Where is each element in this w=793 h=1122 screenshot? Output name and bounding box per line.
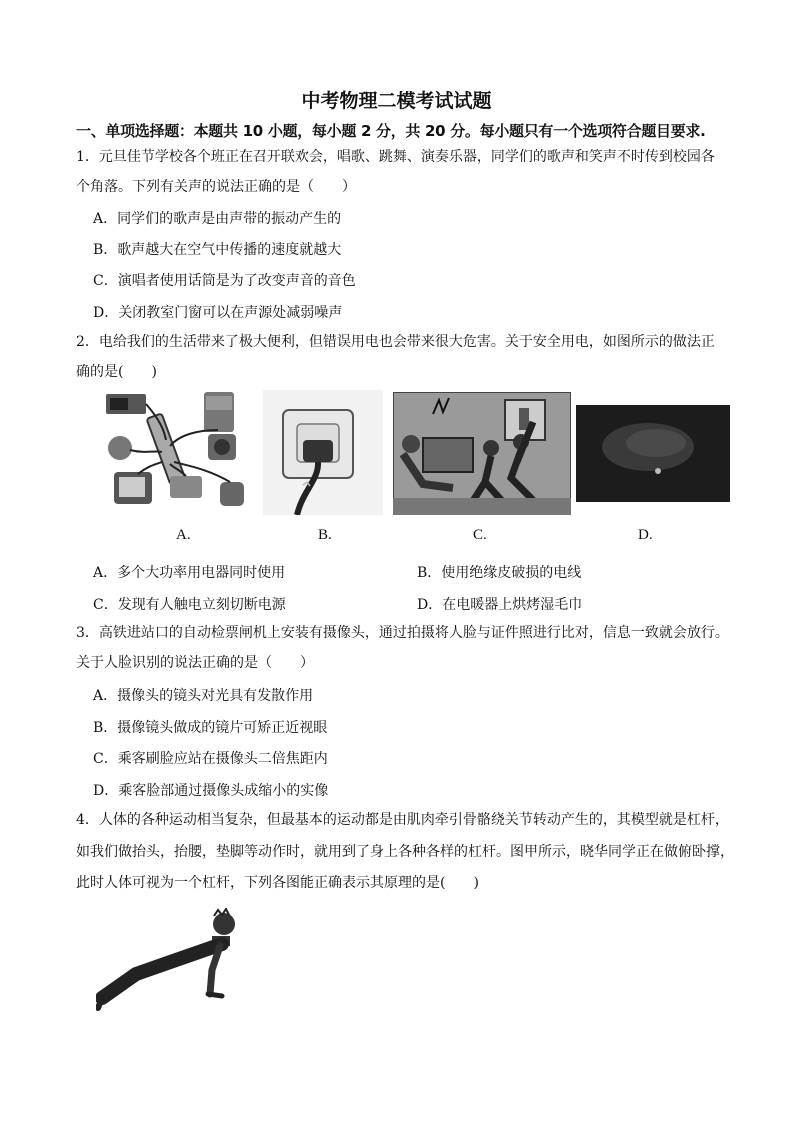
question-1-line-2: 个角落。下列有关声的说法正确的是（ ） <box>76 179 356 195</box>
question-1-option-a: A．同学们的歌声是由声带的振动产生的 <box>93 211 342 227</box>
question-2-line-1: 2．电给我们的生活带来了极大便利，但错误用电也会带来很大危害。关于安全用电，如图所示的做法正 <box>76 334 715 350</box>
section-heading: 一、单项选择题：本题共 10 小题，每小题 2 分，共 20 分。每小题只有一个选项符合题目要求. <box>76 122 706 140</box>
question-3-line-1: 3．高铁进站口的自动检票闸机上安装有摄像头，通过拍摄将人脸与证件照进行比对，信息一致就会放行。 <box>76 625 729 641</box>
question-1-option-c: C．演唱者使用话筒是为了改变声音的音色 <box>93 273 356 289</box>
question-1-option-b: B．歌声越大在空气中传播的速度就越大 <box>93 242 342 258</box>
pushup-figure-image <box>96 908 248 1014</box>
question-1-line-1: 1．元旦佳节学校各个班正在召开联欢会，唱歌、跳舞、演奏乐器，同学们的歌声和笑声不时传到校园各 <box>76 149 715 165</box>
figure-a-appliances-image <box>100 390 252 515</box>
question-2-option-b: B．使用绝缘皮破损的电线 <box>417 565 582 581</box>
question-2-option-d: D．在电暖器上烘烤湿毛巾 <box>417 597 583 613</box>
question-4-line-1: 4．人体的各种运动相当复杂，但最基本的运动都是由肌肉牵引骨骼绕关节转动产生的，其模型就是杠杆， <box>76 812 729 828</box>
figure-b-socket-image <box>263 390 383 515</box>
question-2-option-c: C．发现有人触电立刻切断电源 <box>93 597 286 613</box>
question-4-line-3: 此时人体可视为一个杠杆，下列各图能正确表示其原理的是( ) <box>76 875 479 891</box>
question-3-option-c: C．乘客刷脸应站在摄像头二倍焦距内 <box>93 751 328 767</box>
question-3-option-d: D．乘客脸部通过摄像头成缩小的实像 <box>93 783 329 799</box>
figure-b-label: B. <box>318 527 332 543</box>
question-4-line-2: 如我们做抬头，抬腰，垫脚等动作时，就用到了身上各种各样的杠杆。图甲所示，晓华同学正在做俯卧撑， <box>76 844 734 860</box>
figure-a-label: A. <box>176 527 191 543</box>
question-3-option-a: A．摄像头的镜头对光具有发散作用 <box>93 688 314 704</box>
page-title: 中考物理二模考试试题 <box>301 90 492 112</box>
question-2-line-2: 确的是( ) <box>76 364 157 380</box>
question-3-line-2: 关于人脸识别的说法正确的是（ ） <box>76 655 314 671</box>
question-3-option-b: B．摄像镜头做成的镜片可矫正近视眼 <box>93 720 328 736</box>
figure-c-electric-shock-image <box>393 392 571 515</box>
question-1-option-d: D．关闭教室门窗可以在声源处减弱噪声 <box>93 305 343 321</box>
figure-d-heater-image <box>576 405 730 502</box>
figure-d-label: D. <box>638 527 653 543</box>
figure-c-label: C. <box>473 527 487 543</box>
question-2-option-a: A．多个大功率用电器同时使用 <box>93 565 286 581</box>
